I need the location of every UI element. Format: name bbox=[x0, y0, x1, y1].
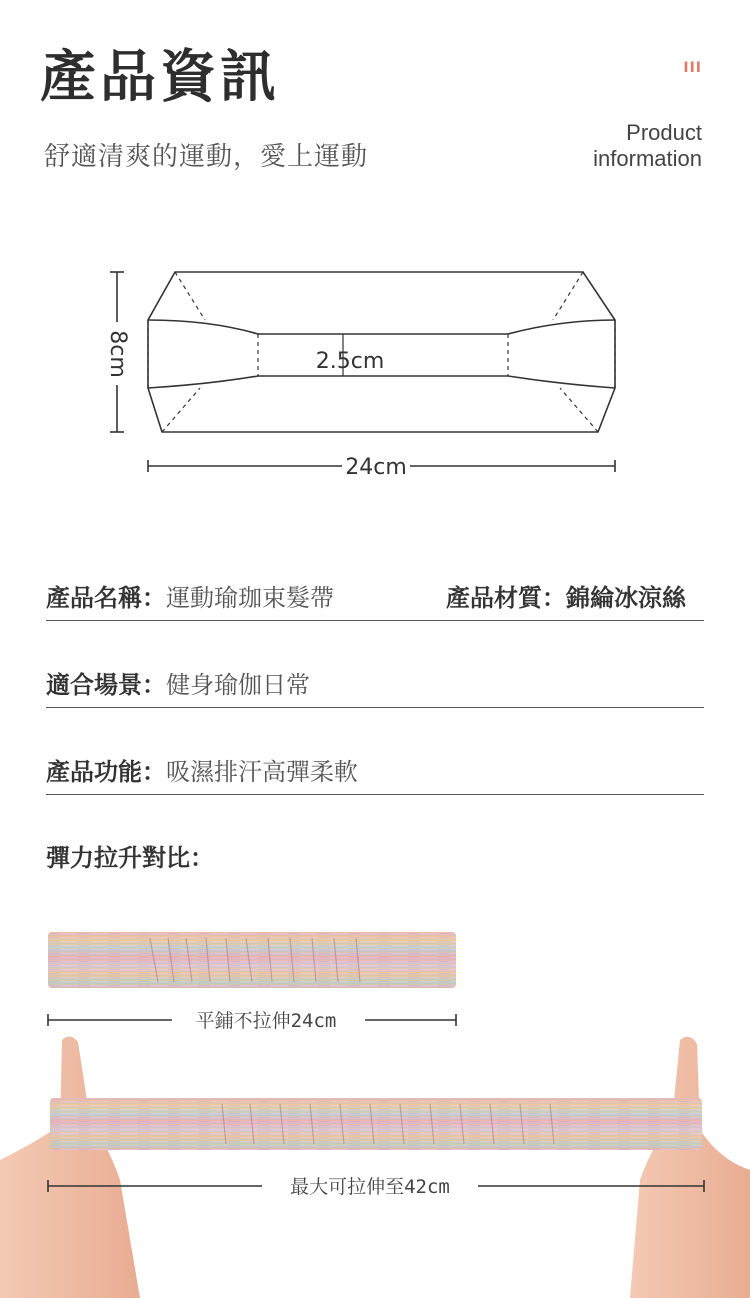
name-label: 產品名稱： bbox=[46, 584, 166, 612]
function-value: 吸濕排汗高彈柔軟 bbox=[166, 758, 358, 786]
stretched-length-label: 最大可拉伸至42cm bbox=[290, 1176, 450, 1198]
function-label: 產品功能： bbox=[46, 758, 166, 786]
left-hand bbox=[0, 1036, 140, 1298]
right-hand bbox=[630, 1037, 750, 1298]
info-row-name bbox=[46, 570, 704, 621]
english-heading-line1: Product bbox=[626, 120, 702, 145]
page-subtitle: 舒適清爽的運動，愛上運動 bbox=[44, 142, 369, 172]
dimension-diagram bbox=[0, 240, 750, 490]
info-row-scene bbox=[46, 657, 704, 708]
menu-marker-icon: III bbox=[683, 60, 702, 76]
product-name bbox=[46, 578, 334, 613]
name-value: 運動瑜珈束髮帶 bbox=[166, 584, 334, 612]
page-title: 產品資訊 bbox=[40, 45, 280, 110]
info-row-function bbox=[46, 744, 704, 795]
relaxed-length-label: 平鋪不拉伸24cm bbox=[195, 1010, 337, 1032]
comparison-title: 彈力拉升對比： bbox=[46, 844, 214, 872]
english-heading bbox=[593, 120, 702, 172]
material-label: 產品材質： bbox=[446, 584, 566, 612]
scene-value: 健身瑜伽日常 bbox=[166, 671, 310, 699]
height-label: 8cm bbox=[105, 330, 130, 378]
length-label: 24cm bbox=[345, 455, 407, 480]
english-heading-line2: information bbox=[593, 146, 702, 171]
material-value: 錦綸冰涼絲 bbox=[566, 584, 686, 612]
band-width-label: 2.5cm bbox=[315, 349, 385, 374]
scene-label: 適合場景： bbox=[46, 671, 166, 699]
product-material bbox=[446, 578, 686, 613]
stretch-comparison bbox=[0, 920, 750, 1298]
